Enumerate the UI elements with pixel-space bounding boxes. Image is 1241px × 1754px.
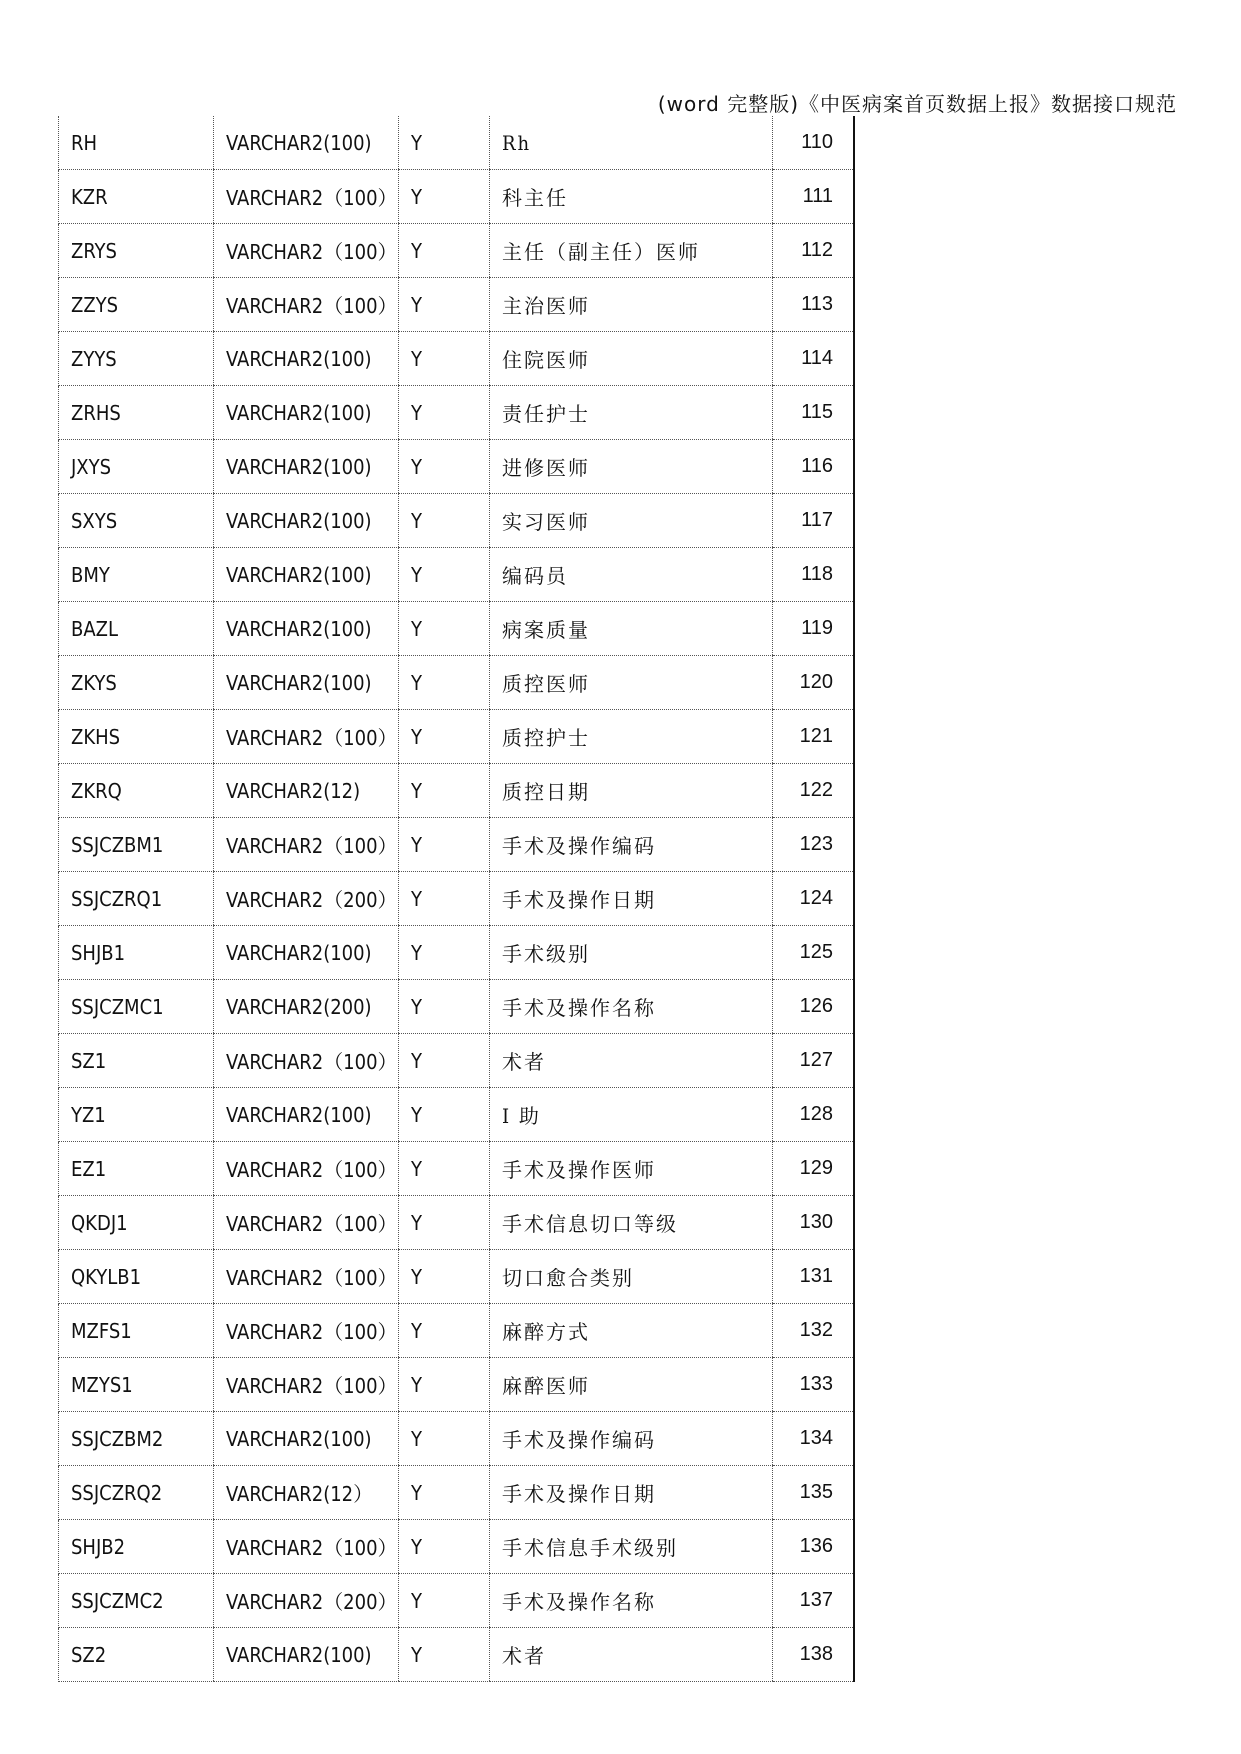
- table-row: [59, 656, 855, 710]
- field-description-cell: 主任（副主任）医师: [490, 224, 773, 278]
- field-description-cell: 麻醉医师: [490, 1358, 773, 1412]
- field-nullable-cell: Y: [399, 980, 490, 1034]
- table-row: [59, 386, 855, 440]
- field-nullable-cell: Y: [399, 1196, 490, 1250]
- field-type-cell: VARCHAR2（100）: [214, 1034, 399, 1088]
- table-row: [59, 1196, 855, 1250]
- field-type-cell: VARCHAR2（100）: [214, 818, 399, 872]
- field-description-cell: 手术级别: [490, 926, 773, 980]
- table-row: [59, 170, 855, 224]
- field-name-cell: ZRYS: [59, 224, 214, 278]
- field-number-cell: 138: [773, 1628, 855, 1682]
- table-row: [59, 1304, 855, 1358]
- field-name-cell: MZFS1: [59, 1304, 214, 1358]
- table-row: [59, 1466, 855, 1520]
- field-number-cell: 113: [773, 278, 855, 332]
- field-nullable-cell: Y: [399, 656, 490, 710]
- field-nullable-cell: Y: [399, 170, 490, 224]
- field-description-cell: 术者: [490, 1628, 773, 1682]
- field-name-cell: ZRHS: [59, 386, 214, 440]
- table-row: [59, 602, 855, 656]
- table-row: [59, 116, 855, 170]
- field-description-cell: 病案质量: [490, 602, 773, 656]
- field-description-cell: 住院医师: [490, 332, 773, 386]
- field-nullable-cell: Y: [399, 710, 490, 764]
- table-row: [59, 332, 855, 386]
- field-name-cell: QKYLB1: [59, 1250, 214, 1304]
- field-description-cell: 主治医师: [490, 278, 773, 332]
- field-nullable-cell: Y: [399, 1520, 490, 1574]
- field-description-cell: 切口愈合类别: [490, 1250, 773, 1304]
- field-type-cell: VARCHAR2（100）: [214, 278, 399, 332]
- field-number-cell: 120: [773, 656, 855, 710]
- field-type-cell: VARCHAR2（200）: [214, 1574, 399, 1628]
- field-type-cell: VARCHAR2(12）: [214, 1466, 399, 1520]
- field-number-cell: 132: [773, 1304, 855, 1358]
- field-name-cell: BMY: [59, 548, 214, 602]
- field-name-cell: SHJB1: [59, 926, 214, 980]
- field-name-cell: SXYS: [59, 494, 214, 548]
- field-nullable-cell: Y: [399, 1628, 490, 1682]
- field-name-cell: SSJCZMC2: [59, 1574, 214, 1628]
- field-description-cell: 科主任: [490, 170, 773, 224]
- field-description-cell: 手术及操作编码: [490, 1412, 773, 1466]
- table-row: [59, 1088, 855, 1142]
- field-number-cell: 124: [773, 872, 855, 926]
- field-number-cell: 123: [773, 818, 855, 872]
- field-number-cell: 118: [773, 548, 855, 602]
- field-name-cell: SZ2: [59, 1628, 214, 1682]
- field-type-cell: VARCHAR2(100): [214, 1088, 399, 1142]
- field-number-cell: 130: [773, 1196, 855, 1250]
- field-number-cell: 128: [773, 1088, 855, 1142]
- field-number-cell: 114: [773, 332, 855, 386]
- field-description-cell: 质控护士: [490, 710, 773, 764]
- field-number-cell: 117: [773, 494, 855, 548]
- field-nullable-cell: Y: [399, 386, 490, 440]
- table-row: [59, 440, 855, 494]
- field-nullable-cell: Y: [399, 1358, 490, 1412]
- field-number-cell: 112: [773, 224, 855, 278]
- table-row: [59, 818, 855, 872]
- field-description-cell: 进修医师: [490, 440, 773, 494]
- field-description-cell: 手术及操作医师: [490, 1142, 773, 1196]
- field-nullable-cell: Y: [399, 548, 490, 602]
- field-nullable-cell: Y: [399, 440, 490, 494]
- field-type-cell: VARCHAR2（100）: [214, 1358, 399, 1412]
- field-name-cell: SHJB2: [59, 1520, 214, 1574]
- table-row: [59, 1358, 855, 1412]
- table-row: [59, 1142, 855, 1196]
- field-nullable-cell: Y: [399, 1466, 490, 1520]
- field-type-cell: VARCHAR2（100）: [214, 710, 399, 764]
- field-number-cell: 127: [773, 1034, 855, 1088]
- field-number-cell: 131: [773, 1250, 855, 1304]
- field-name-cell: YZ1: [59, 1088, 214, 1142]
- field-nullable-cell: Y: [399, 1574, 490, 1628]
- field-number-cell: 135: [773, 1466, 855, 1520]
- field-name-cell: BAZL: [59, 602, 214, 656]
- field-description-cell: 编码员: [490, 548, 773, 602]
- field-description-cell: 手术及操作名称: [490, 1574, 773, 1628]
- table-row: [59, 710, 855, 764]
- field-description-cell: 实习医师: [490, 494, 773, 548]
- table-row: [59, 494, 855, 548]
- field-name-cell: MZYS1: [59, 1358, 214, 1412]
- field-name-cell: ZKYS: [59, 656, 214, 710]
- field-spec-table-container: [58, 116, 855, 1682]
- field-type-cell: VARCHAR2(100): [214, 1628, 399, 1682]
- field-number-cell: 125: [773, 926, 855, 980]
- field-description-cell: 麻醉方式: [490, 1304, 773, 1358]
- field-description-cell: 手术信息手术级别: [490, 1520, 773, 1574]
- field-type-cell: VARCHAR2（100）: [214, 224, 399, 278]
- field-number-cell: 122: [773, 764, 855, 818]
- field-description-cell: 质控医师: [490, 656, 773, 710]
- field-type-cell: VARCHAR2（100）: [214, 1142, 399, 1196]
- table-row: [59, 980, 855, 1034]
- field-type-cell: VARCHAR2（100）: [214, 1250, 399, 1304]
- table-row: [59, 1250, 855, 1304]
- field-nullable-cell: Y: [399, 1304, 490, 1358]
- table-row: [59, 278, 855, 332]
- table-row: [59, 224, 855, 278]
- table-row: [59, 1034, 855, 1088]
- field-type-cell: VARCHAR2(100): [214, 656, 399, 710]
- field-type-cell: VARCHAR2（100）: [214, 1520, 399, 1574]
- field-type-cell: VARCHAR2（100）: [214, 1196, 399, 1250]
- field-type-cell: VARCHAR2(100): [214, 332, 399, 386]
- field-name-cell: SSJCZBM2: [59, 1412, 214, 1466]
- table-row: [59, 1412, 855, 1466]
- field-name-cell: SSJCZRQ2: [59, 1466, 214, 1520]
- field-type-cell: VARCHAR2(200): [214, 980, 399, 1034]
- field-name-cell: ZKHS: [59, 710, 214, 764]
- field-type-cell: VARCHAR2(100): [214, 548, 399, 602]
- table-row: [59, 1628, 855, 1682]
- field-type-cell: VARCHAR2(100): [214, 494, 399, 548]
- field-nullable-cell: Y: [399, 494, 490, 548]
- field-type-cell: VARCHAR2(100): [214, 926, 399, 980]
- field-name-cell: SSJCZRQ1: [59, 872, 214, 926]
- field-type-cell: VARCHAR2(12): [214, 764, 399, 818]
- field-spec-table-body: [59, 116, 855, 1682]
- field-nullable-cell: Y: [399, 602, 490, 656]
- field-nullable-cell: Y: [399, 872, 490, 926]
- field-nullable-cell: Y: [399, 926, 490, 980]
- field-description-cell: 手术及操作日期: [490, 872, 773, 926]
- table-row: [59, 872, 855, 926]
- field-nullable-cell: Y: [399, 1412, 490, 1466]
- field-type-cell: VARCHAR2（200）: [214, 872, 399, 926]
- field-nullable-cell: Y: [399, 1250, 490, 1304]
- field-number-cell: 110: [773, 116, 855, 170]
- field-name-cell: SZ1: [59, 1034, 214, 1088]
- field-type-cell: VARCHAR2(100): [214, 1412, 399, 1466]
- field-type-cell: VARCHAR2(100): [214, 116, 399, 170]
- field-number-cell: 133: [773, 1358, 855, 1412]
- field-nullable-cell: Y: [399, 764, 490, 818]
- page-header: (word 完整版)《中医病案首页数据上报》数据接口规范: [657, 92, 1177, 116]
- field-name-cell: RH: [59, 116, 214, 170]
- field-type-cell: VARCHAR2（100）: [214, 170, 399, 224]
- field-number-cell: 119: [773, 602, 855, 656]
- field-nullable-cell: Y: [399, 1034, 490, 1088]
- field-name-cell: EZ1: [59, 1142, 214, 1196]
- field-type-cell: VARCHAR2（100）: [214, 1304, 399, 1358]
- field-name-cell: ZZYS: [59, 278, 214, 332]
- field-number-cell: 116: [773, 440, 855, 494]
- field-name-cell: QKDJ1: [59, 1196, 214, 1250]
- field-number-cell: 126: [773, 980, 855, 1034]
- field-name-cell: ZYYS: [59, 332, 214, 386]
- field-number-cell: 129: [773, 1142, 855, 1196]
- field-name-cell: JXYS: [59, 440, 214, 494]
- table-row: [59, 764, 855, 818]
- field-name-cell: ZKRQ: [59, 764, 214, 818]
- field-nullable-cell: Y: [399, 116, 490, 170]
- field-type-cell: VARCHAR2(100): [214, 386, 399, 440]
- field-number-cell: 136: [773, 1520, 855, 1574]
- field-number-cell: 111: [773, 170, 855, 224]
- field-number-cell: 137: [773, 1574, 855, 1628]
- field-type-cell: VARCHAR2(100): [214, 602, 399, 656]
- field-nullable-cell: Y: [399, 332, 490, 386]
- field-type-cell: VARCHAR2(100): [214, 440, 399, 494]
- field-description-cell: 手术及操作日期: [490, 1466, 773, 1520]
- field-description-cell: Rh: [490, 116, 773, 170]
- table-row: [59, 548, 855, 602]
- field-nullable-cell: Y: [399, 224, 490, 278]
- field-description-cell: 责任护士: [490, 386, 773, 440]
- field-description-cell: 手术信息切口等级: [490, 1196, 773, 1250]
- field-spec-table: [58, 116, 855, 1682]
- field-description-cell: 手术及操作名称: [490, 980, 773, 1034]
- field-description-cell: I 助: [490, 1088, 773, 1142]
- field-nullable-cell: Y: [399, 1142, 490, 1196]
- table-row: [59, 1520, 855, 1574]
- field-nullable-cell: Y: [399, 278, 490, 332]
- table-row: [59, 1574, 855, 1628]
- field-number-cell: 121: [773, 710, 855, 764]
- field-description-cell: 质控日期: [490, 764, 773, 818]
- field-number-cell: 134: [773, 1412, 855, 1466]
- field-name-cell: SSJCZBM1: [59, 818, 214, 872]
- field-name-cell: SSJCZMC1: [59, 980, 214, 1034]
- field-number-cell: 115: [773, 386, 855, 440]
- field-name-cell: KZR: [59, 170, 214, 224]
- field-nullable-cell: Y: [399, 818, 490, 872]
- field-description-cell: 术者: [490, 1034, 773, 1088]
- field-nullable-cell: Y: [399, 1088, 490, 1142]
- field-description-cell: 手术及操作编码: [490, 818, 773, 872]
- table-row: [59, 926, 855, 980]
